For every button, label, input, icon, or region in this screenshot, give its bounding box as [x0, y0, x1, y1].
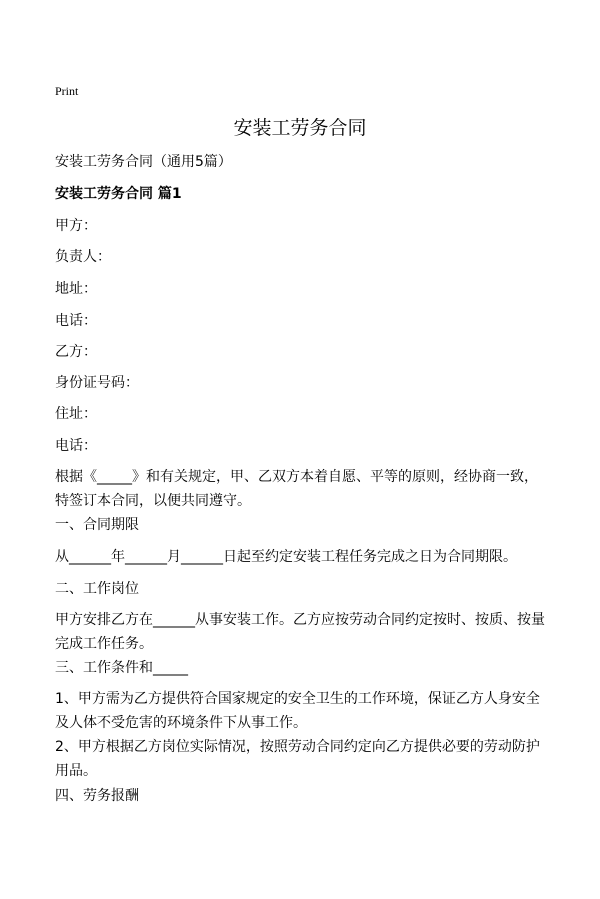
intro-paragraph: 根据《_____》和有关规定，甲、乙双方本着自愿、平等的原则，经协商一致，特签订本合同，以便共同遵守。 — [55, 469, 538, 509]
conditions-heading: 三、工作条件和_____ — [55, 660, 188, 676]
party-a-field: 甲方： — [55, 218, 97, 234]
section-heading: 安装工劳务合同 篇1 — [55, 186, 182, 202]
pay-heading: 四、劳务报酬 — [55, 788, 139, 804]
conditions-item-2: 2、甲方根据乙方岗位实际情况，按照劳动合同约定向乙方提供必要的劳动防护用品。 — [55, 739, 540, 779]
residence-field: 住址： — [55, 406, 97, 422]
position-text: 甲方安排乙方在______从事安装工作。乙方应按劳动合同约定按时、按质、按量完成工作任务。 — [55, 612, 545, 652]
id-number-field: 身份证号码： — [55, 375, 139, 391]
responsible-person-field: 负责人： — [55, 249, 111, 265]
party-b-field: 乙方： — [55, 344, 97, 360]
phone-b-field: 电话： — [55, 438, 97, 454]
document-subtitle: 安装工劳务合同（通用5篇） — [55, 154, 232, 170]
term-text: 从______年______月______日起至约定安装工程任务完成之日为合同期限。 — [55, 549, 517, 565]
document-title: 安装工劳务合同 — [233, 117, 367, 139]
position-heading: 二、工作岗位 — [55, 581, 139, 597]
address-field: 地址： — [55, 281, 97, 297]
print-link[interactable]: Print — [55, 84, 79, 98]
term-heading: 一、合同期限 — [55, 517, 139, 533]
conditions-item-1: 1、甲方需为乙方提供符合国家规定的安全卫生的工作环境，保证乙方人身安全及人体不受危害的环境条件下从事工作。 — [55, 691, 540, 731]
phone-a-field: 电话： — [55, 313, 97, 329]
